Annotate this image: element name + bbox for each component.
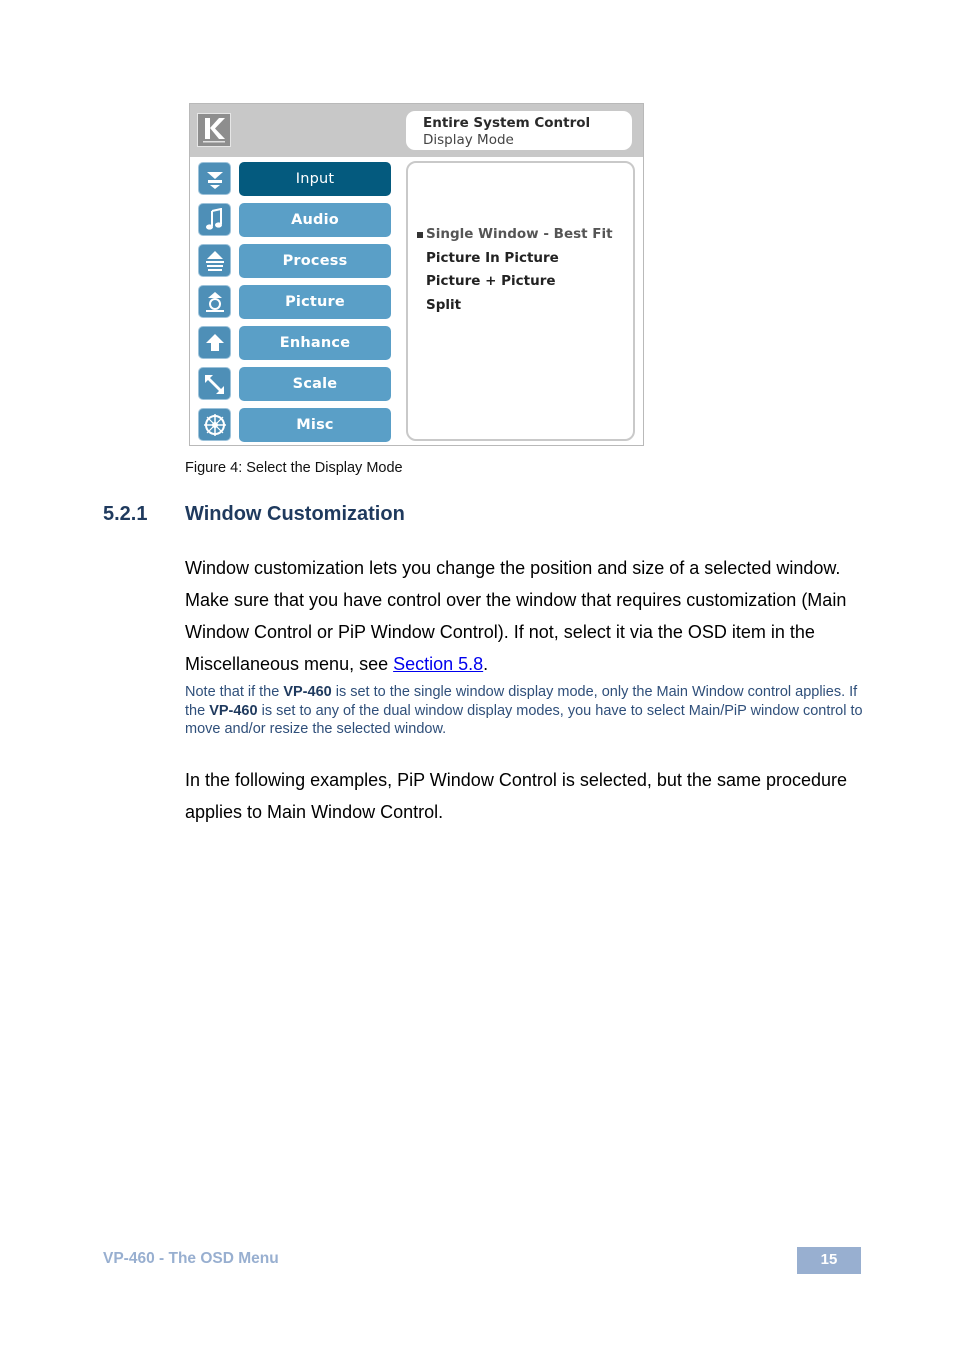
osd-figure	[189, 103, 644, 446]
display-mode-option-pip[interactable]	[416, 247, 613, 271]
note-text: is set to the single window display mode, only the Main Window control applies. If the	[185, 684, 858, 719]
note-paragraph	[185, 683, 865, 739]
osd-button-picture[interactable]: Picture	[239, 285, 391, 319]
osd-menu-item-enhance[interactable]	[198, 326, 393, 360]
display-mode-option-label: Split	[426, 296, 462, 313]
product-name: VP-460	[283, 684, 332, 700]
section-link[interactable]: Section 5.8	[393, 654, 484, 674]
body-text: Window customization lets you change the position and size of a selected window. Make sure that you have control over the window that requires customization (Main Window Control or PiP Window Control). If not, select it via the OSD item in the Miscellaneous menu, see	[185, 558, 847, 674]
osd-button-audio[interactable]: Audio	[239, 203, 391, 237]
section-number: 5.2.1	[103, 503, 148, 525]
figure-caption: Figure 4: Select the Display Mode	[185, 460, 403, 476]
osd-title-box	[406, 111, 632, 150]
footer-title: VP-460 - The OSD Menu	[103, 1250, 279, 1267]
music-note-icon	[198, 203, 231, 236]
osd-title-main: Entire System Control	[423, 115, 591, 131]
osd-menu-item-picture[interactable]	[198, 285, 393, 319]
osd-menu-item-scale[interactable]	[198, 367, 393, 401]
display-mode-option-label: Picture + Picture	[426, 273, 556, 289]
note-text: Note that if the	[185, 684, 284, 700]
osd-menu-item-audio[interactable]	[198, 203, 393, 237]
note-text: is set to any of the dual window display modes, you have to select Main/PiP window control to move and/or resize the selected window.	[185, 702, 863, 737]
input-icon	[198, 162, 231, 195]
enhance-icon	[198, 326, 231, 359]
process-icon	[198, 244, 231, 277]
display-mode-option-label: Single Window - Best Fit	[426, 226, 613, 242]
osd-menu-item-misc[interactable]	[198, 408, 393, 442]
osd-menu-item-process[interactable]	[198, 244, 393, 278]
osd-options-panel	[406, 161, 635, 441]
selected-bullet-icon	[417, 232, 423, 238]
display-mode-option-single-window[interactable]	[416, 223, 613, 247]
product-name: VP-460	[209, 702, 258, 719]
page-number: 15	[797, 1247, 861, 1274]
osd-button-input[interactable]: Input	[239, 162, 391, 196]
body-paragraph-2: In the following examples, PiP Window Control is selected, but the same procedure applies to Main Window Control.	[185, 770, 848, 822]
osd-title-sub: Display Mode	[423, 132, 514, 148]
body-paragraph-1	[185, 552, 865, 680]
osd-button-enhance[interactable]: Enhance	[239, 326, 391, 360]
osd-button-process[interactable]: Process	[239, 244, 391, 278]
display-mode-list	[416, 223, 613, 317]
osd-button-misc[interactable]: Misc	[239, 408, 391, 442]
section-title: Window Customization	[185, 503, 405, 525]
display-mode-option-split[interactable]	[416, 294, 613, 318]
osd-button-scale[interactable]: Scale	[239, 367, 391, 401]
display-mode-option-pap[interactable]	[416, 270, 613, 294]
picture-icon	[198, 285, 231, 318]
kramer-logo-icon	[197, 113, 231, 147]
display-mode-option-label: Picture In Picture	[426, 249, 559, 266]
osd-menu-item-input[interactable]	[198, 162, 393, 196]
scale-icon	[198, 367, 231, 400]
osd-header	[190, 104, 643, 157]
body-text-end: .	[483, 654, 489, 674]
misc-icon	[198, 408, 231, 441]
